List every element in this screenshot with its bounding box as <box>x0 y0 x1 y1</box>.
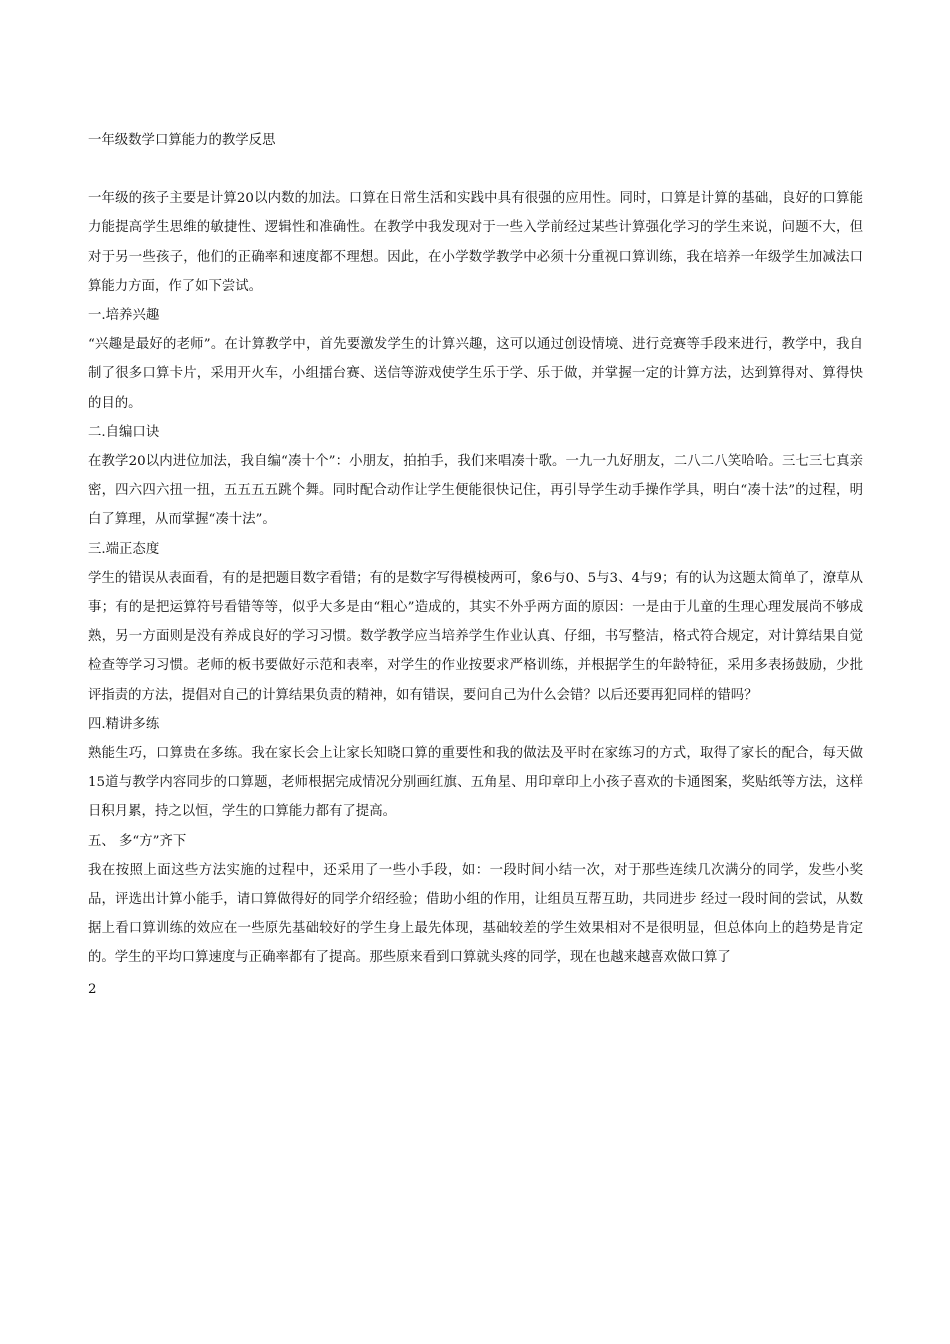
section-body-2: 在教学20以内进位加法，我自编“凑十个”：小朋友，拍拍手，我们来唱凑十歌。一九一九好朋友，二八二八笑哈哈。三七三七真亲密，四六四六扭一扭，五五五五跳个舞。同时配合动作让学生便能很快记住，再引导学生动手操作学具，明白“凑十法”的过程，明白了算理，从而掌握“凑十法”。 <box>88 454 863 528</box>
document-title: 一年级数学口算能力的教学反思 <box>88 133 276 148</box>
section-heading-3: 三.端正态度 <box>88 541 160 557</box>
intro-paragraph: 一年级的孩子主要是计算20以内数的加法。口算在日常生活和实践中具有很强的应用性。同时，口算是计算的基础，良好的口算能力能提高学生思维的敏捷性、逻辑性和准确性。在教学中我发现对于一些入学前经过某些计算强化学习的学生来说，问题不大，但对于另一些孩子，他们的正确率和速度都不理想。因此，在小学数学教学中必须十分重视口算训练，我在培养一年级学生加减法口算能力方面，作了如下尝试。 <box>88 191 863 294</box>
section-heading-2: 二.自编口诀 <box>88 424 160 440</box>
section-body-3: 学生的错误从表面看，有的是把题目数字看错；有的是数字写得模棱两可，象6与0、5与3、4与9；有的认为这题太简单了，潦草从事；有的是把运算符号看错等等，似乎大多是由“粗心”造成的，其实不外乎两方面的原因：一是由于儿童的生理心理发展尚不够成熟，另一方面则是没有养成良好的学习习惯。数学教学应当培养学生作业认真、仔细，书写整洁，格式符合规定，对计算结果自觉检查等学习习惯。老师的板书要做好示范和表率，对学生的作业按要求严格训练，并根据学生的年龄特征，采用多表扬鼓励，少批评指责的方法，提倡对自己的计算结果负责的精神，如有错误，要问自己为什么会错？以后还要再犯同样的错吗？ <box>88 570 863 703</box>
section-body-5: 我在按照上面这些方法实施的过程中，还采用了一些小手段，如：一段时间小结一次，对于那些连续几次满分的同学，发些小奖品，评选出计算小能手，请口算做得好的同学介绍经验；借助小组的作用，让组员互帮互助，共同进步 经过一段时间的尝试，从数据上看口算训练的效应在一些原先基础较好的学生身上最先体现，基础较差的学生效果相对不是很明显，但总体向上的趋势是肯定的。学生的平均口算速度与正确率都有了提高。那些原来看到口算就头疼的同学，现在也越来越喜欢做口算了 <box>88 862 863 966</box>
page-number: 2 <box>88 981 97 997</box>
section-heading-4: 四.精讲多练 <box>88 716 160 732</box>
section-body-4: 熟能生巧，口算贵在多练。我在家长会上让家长知晓口算的重要性和我的做法及平时在家练习的方式，取得了家长的配合，每天做15道与教学内容同步的口算题，老师根据完成情况分别画红旗、五角星、用印章印上小孩子喜欢的卡通图案，奖贴纸等方法，这样日积月累，持之以恒，学生的口算能力都有了提高。 <box>88 746 863 820</box>
section-heading-5: 五、 多“方”齐下 <box>88 833 187 849</box>
section-body-1: “兴趣是最好的老师”。在计算教学中，首先要激发学生的计算兴趣，这可以通过创设情境、进行竞赛等手段来进行，教学中，我自制了很多口算卡片，采用开火车，小组擂台赛、送信等游戏使学生乐于学、乐于做，并掌握一定的计算方法，达到算得对、算得快的目的。 <box>88 337 863 411</box>
document-page <box>88 126 863 1004</box>
section-heading-1: 一.培养兴趣 <box>88 308 160 324</box>
